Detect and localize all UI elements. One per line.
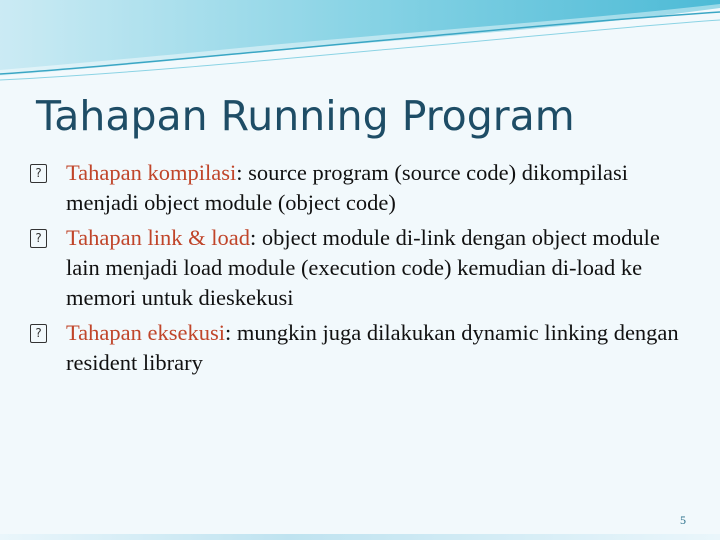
page-number: 5 (680, 513, 686, 527)
slide-title: Tahapan Running Program (36, 92, 575, 140)
bullet-term: Tahapan eksekusi (66, 320, 225, 345)
bullet-text: : mungkin juga dilakukan dynamic linking dengan resident library (66, 320, 679, 375)
bullet-marker-icon: ? (30, 229, 47, 248)
bullet-text: : object module di-link dengan object module lain menjadi load module (execution code) kemudian di-load ke memori untuk dieskekusi (66, 225, 660, 310)
bullet-term: Tahapan link & load (66, 225, 250, 250)
bullet-marker-icon: ? (30, 164, 47, 183)
bullet-term: Tahapan kompilasi (66, 160, 237, 185)
bullet-item-link-load (30, 223, 680, 313)
bullet-item-kompilasi (30, 158, 680, 218)
bullet-item-eksekusi (30, 318, 680, 378)
bullet-text: : source program (source code) dikompilasi menjadi object module (object code) (66, 160, 629, 215)
bullet-list (30, 158, 680, 383)
footer-divider (0, 534, 720, 540)
bullet-marker-icon: ? (30, 324, 47, 343)
header-wave-decoration (0, 0, 720, 90)
